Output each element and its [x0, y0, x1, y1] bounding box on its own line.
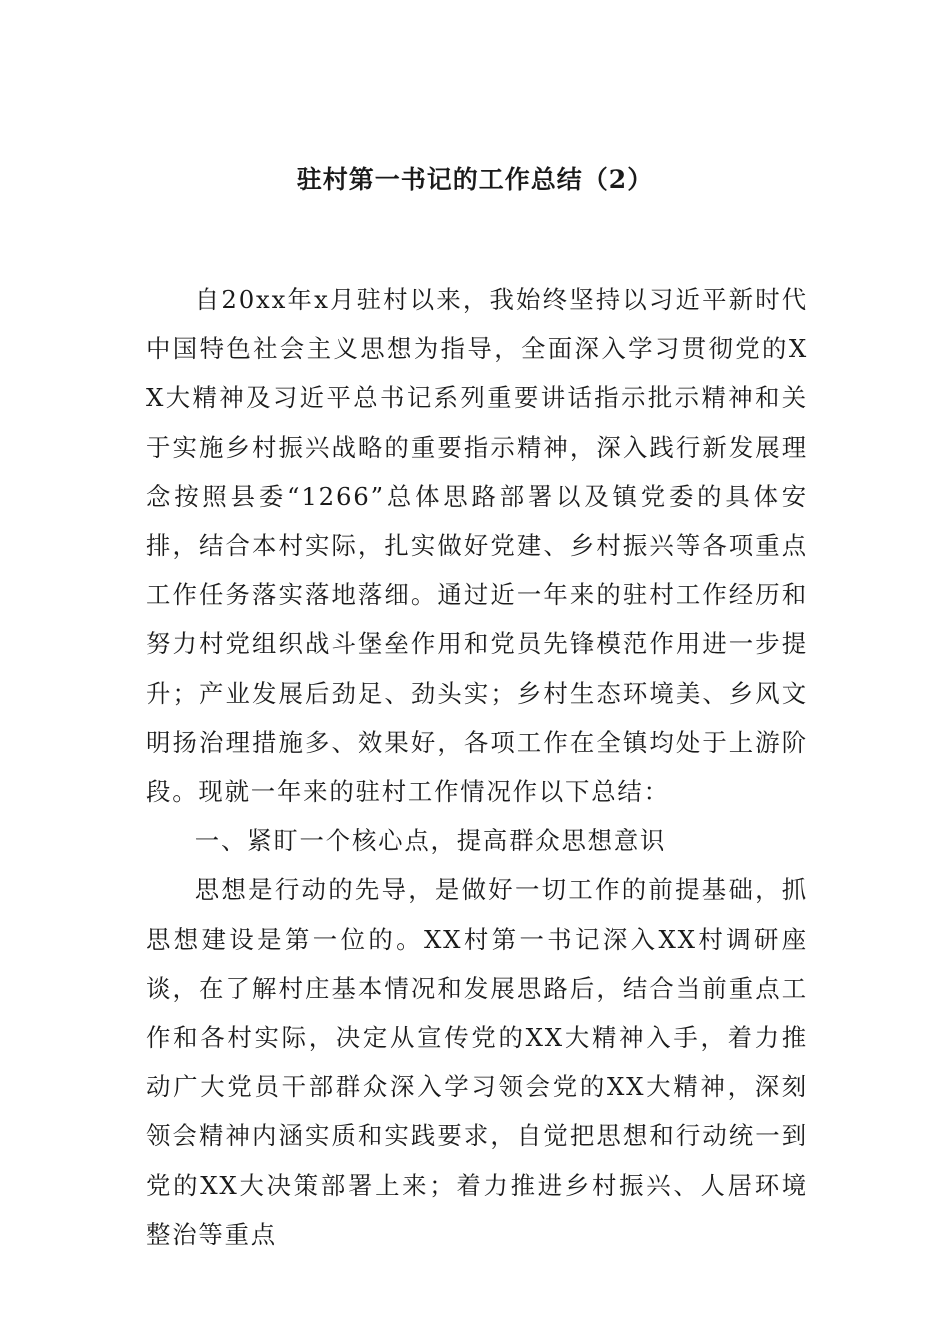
paragraph-intro: 自20xx年x月驻村以来，我始终坚持以习近平新时代中国特色社会主义思想为指导，全面深入学习贯彻党的XX大精神及习近平总书记系列重要讲话指示批示精神和关于实施乡村振兴战略的重要指示精神，深入践行新发展理念按照县委“1266”总体思路部署以及镇党委的具体安排，结合本村实际，扎实做好党建、乡村振兴等各项重点工作任务落实落地落细。通过近一年来的驻村工作经历和努力村党组织战斗堡垒作用和党员先锋模范作用进一步提升；产业发展后劲足、劲头实；乡村生态环境美、乡风文明扬治理措施多、效果好，各项工作在全镇均处于上游阶段。现就一年来的驻村工作情况作以下总结： — [146, 285, 808, 807]
paragraph-section-1: 思想是行动的先导，是做好一切工作的前提基础，抓思想建设是第一位的。XX村第一书记深入XX村调研座谈，在了解村庄基本情况和发展思路后，结合当前重点工作和各村实际，决定从宣传党的XX大精神入手，着力推动广大党员干部群众深入学习领会党的XX大精神，深刻领会精神内涵实质和实践要求，自觉把思想和行动统一到党的XX大决策部署上来；着力推进乡村振兴、人居环境整治等重点 — [146, 875, 808, 1249]
document-title: 驻村第一书记的工作总结（2） — [296, 165, 654, 194]
document-body — [146, 275, 808, 1259]
section-heading-1: 一、紧盯一个核心点，提高群众思想意识 — [194, 826, 667, 856]
